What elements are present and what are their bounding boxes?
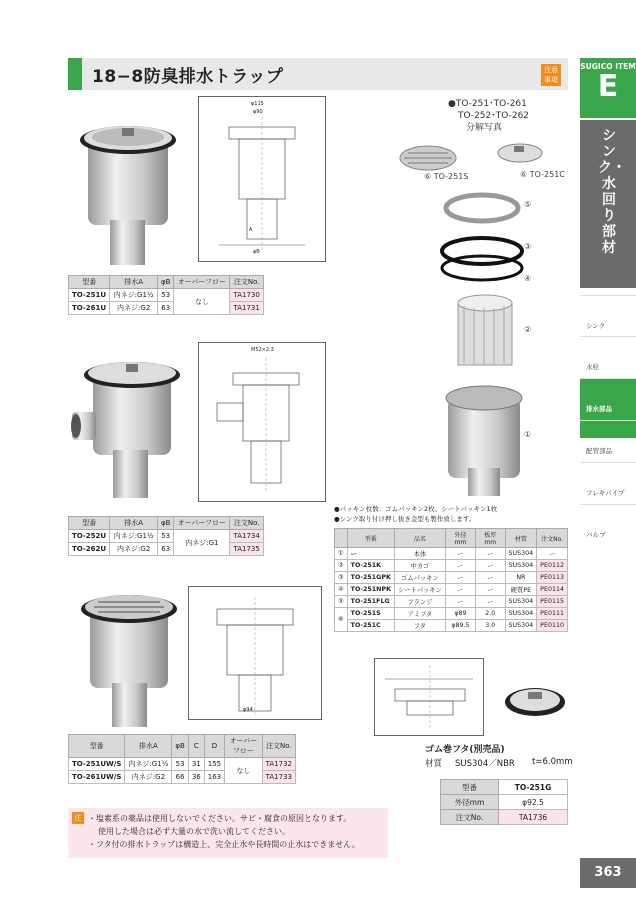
cell-b: 66 (172, 771, 188, 784)
table-parts (334, 528, 568, 632)
cell-model: TO-251K (347, 560, 394, 572)
cell-b: 63 (157, 543, 174, 556)
th-order: 注文No. (230, 276, 264, 289)
table-row (69, 302, 264, 315)
sidebar-item-pipe-parts[interactable]: 配管部品 (580, 420, 636, 480)
exploded-caption-1: ●TO-251･TO-261 (448, 99, 527, 109)
cell-material: 硬質PE (505, 584, 537, 596)
cell-drain: 内ネジ:G2 (110, 543, 157, 556)
cell-c: 31 (188, 758, 204, 771)
notes-box (68, 808, 388, 858)
cell-thickness: ー (476, 548, 506, 560)
table-row (335, 608, 568, 620)
cell-model: TO-252U (69, 530, 110, 543)
cell-b: 63 (157, 302, 174, 315)
part-num-1: ① (524, 430, 532, 439)
cell-b: 53 (172, 758, 188, 771)
th-order: 注文No. (262, 735, 295, 758)
cell-d: 163 (204, 771, 224, 784)
cell-thickness: ー (476, 596, 506, 608)
table-row (335, 560, 568, 572)
cell-od: ー (445, 560, 475, 572)
th-drain: 排水A (110, 276, 157, 289)
cell-drain: 内ネジ:G1½ (125, 758, 172, 771)
cell-material: NR (505, 572, 537, 584)
cell-model: TO-262U (69, 543, 110, 556)
cell-overflow: なし (225, 758, 263, 784)
gom-material-label: 材質 (425, 759, 443, 769)
product-image-to251uws (70, 585, 185, 730)
table-row (69, 771, 296, 784)
cell-model: TO-251U (69, 289, 110, 302)
cell-b: 53 (157, 289, 174, 302)
cell-order: PE0110 (537, 620, 568, 632)
th-od: 外径mm (445, 529, 475, 548)
table-row (69, 289, 264, 302)
cell-material: SUS304 (505, 560, 537, 572)
drawing-d90: φ90 (253, 109, 263, 115)
cell-drain: 内ネジ:G1½ (110, 289, 157, 302)
cell-drain: 内ネジ:G2 (110, 302, 157, 315)
gom-material-value: SUS304／NBR (455, 759, 515, 769)
exploded-parts-image (398, 138, 558, 498)
cell-order: PE0114 (537, 584, 568, 596)
product-image-to251u (70, 110, 180, 270)
cell-name: 中カゴ (394, 560, 445, 572)
cell-order: TA1733 (262, 771, 295, 784)
sidebar-item-faucet[interactable]: 水栓 (580, 336, 636, 396)
th-drain: 排水A (125, 735, 172, 758)
cell-order: TA1734 (230, 530, 264, 543)
gom-row-value: TA1736 (499, 810, 568, 825)
sidebar-item-flex-pipe[interactable]: フレキパイプ (580, 462, 636, 522)
part-num-2: ② (524, 325, 532, 334)
part-num-5: ⑤ (524, 200, 532, 209)
cell-no: ① (335, 548, 348, 560)
drawing-to251uws (188, 586, 322, 720)
cell-model: TO-261U (69, 302, 110, 315)
cell-name: 本体 (394, 548, 445, 560)
cell-od: ー (445, 584, 475, 596)
table-row (69, 530, 264, 543)
exploded-caption-2: TO-252･TO-262 (458, 111, 530, 121)
cell-model: TO-251FLG (347, 596, 394, 608)
th-thickness: 板厚mm (476, 529, 506, 548)
drawing-to251u (198, 96, 326, 262)
label-to251s: ⑥ TO-251S (424, 172, 469, 181)
drawing-d94: φ94 (243, 707, 253, 713)
cell-material: SUS304 (505, 608, 537, 620)
table-row (335, 584, 568, 596)
cell-material: SUS304 (505, 620, 537, 632)
table-section2 (68, 516, 264, 556)
cell-order: PE0113 (537, 572, 568, 584)
cell-name: フタ (394, 620, 445, 632)
product-image-to252u (68, 350, 183, 505)
th-model: 型番 (69, 517, 110, 530)
cell-thickness: ー (476, 584, 506, 596)
cell-b: 53 (157, 530, 174, 543)
cell-order: PE0115 (537, 596, 568, 608)
cell-no: ⑥ (335, 608, 348, 632)
note-line-2: 使用した場合は必ず大量の水で洗い流してください。 (98, 827, 290, 836)
cell-model: TO-251S (347, 608, 394, 620)
cell-od: φ89.5 (445, 620, 475, 632)
sidebar-item-valve[interactable]: バルブ (580, 504, 636, 564)
gom-row-value: φ92.5 (499, 795, 568, 810)
cell-od: ー (445, 548, 475, 560)
gom-row-label: 型番 (441, 780, 499, 795)
cell-thickness: 3.0 (476, 620, 506, 632)
cell-order: PE0112 (537, 560, 568, 572)
th-overflow: オーバーフロー (174, 517, 230, 530)
notes-label: 注 (72, 812, 84, 824)
cell-material: SUS304 (505, 596, 537, 608)
th-name: 品名 (394, 529, 445, 548)
table-row (335, 620, 568, 632)
note-line-3: ・フタ付の排水トラップは構造上、完全止水や長時間の止水はできません。 (88, 840, 360, 849)
th-order: 注文No. (537, 529, 568, 548)
sidebar-item-drain[interactable]: 排水部品 (580, 378, 636, 438)
cell-drain: 内ネジ:G2 (125, 771, 172, 784)
sidebar-letter: E (597, 69, 619, 104)
th-model: 型番 (69, 276, 110, 289)
cell-od: ー (445, 572, 475, 584)
exploded-caption-3: 分解写真 (466, 123, 503, 133)
cell-order: PE0111 (537, 608, 568, 620)
drawing-d115: φ115 (251, 101, 264, 107)
th-b: φB (157, 517, 174, 530)
cell-material: SUS304 (505, 548, 537, 560)
note-badge[interactable]: 注意事項 (541, 64, 561, 86)
part-num-4: ④ (524, 274, 532, 283)
th-b: φB (157, 276, 174, 289)
drawing-m52: M52×2.3 (251, 347, 274, 353)
cell-no: ③ (335, 572, 348, 584)
table-row (335, 596, 568, 608)
part-num-3: ③ (524, 242, 532, 251)
th-model: 型番 (347, 529, 394, 548)
cell-od: φ89 (445, 608, 475, 620)
table-section1 (68, 275, 264, 315)
th-b: φB (172, 735, 188, 758)
table-section3 (68, 734, 296, 784)
cell-no: ④ (335, 584, 348, 596)
th-drain: 排水A (110, 517, 157, 530)
drawing-to252u (198, 342, 326, 502)
cell-model: TO-251C (347, 620, 394, 632)
sidebar-category-box (580, 120, 636, 288)
cell-overflow: なし (174, 289, 230, 315)
cell-overflow: 内ネジ:G1 (174, 530, 230, 556)
cell-order: ー (537, 548, 568, 560)
gom-row-value: TO-251G (499, 780, 568, 795)
cell-order: TA1731 (230, 302, 264, 315)
cell-drain: 内ネジ:G1½ (110, 530, 157, 543)
th-c: C (188, 735, 204, 758)
note-line-1: ・塩素系の薬品は使用しないでください。サビ・腐食の原因となります。 (88, 814, 352, 823)
gom-thickness: t=6.0mm (532, 757, 573, 767)
gom-row-label: 外径mm (441, 795, 499, 810)
table-gom (440, 779, 568, 825)
sidebar-brand-box (580, 58, 636, 118)
cell-c: 36 (188, 771, 204, 784)
cell-model: ー (347, 548, 394, 560)
cell-name: フランジ (394, 596, 445, 608)
table-row (441, 795, 568, 810)
cell-thickness: ー (476, 560, 506, 572)
cell-model: TO-251NPK (347, 584, 394, 596)
table-row (69, 758, 296, 771)
table-row (441, 780, 568, 795)
cell-no: ⑤ (335, 596, 348, 608)
th-no (335, 529, 348, 548)
gom-row-label: 注文No. (441, 810, 499, 825)
page-number: 363 (580, 858, 636, 888)
product-image-to251g (500, 680, 570, 720)
cell-model: TO-251UW/S (69, 758, 125, 771)
cell-order: TA1732 (262, 758, 295, 771)
drawing-b: φB (253, 249, 260, 255)
cell-model: TO-261UW/S (69, 771, 125, 784)
cell-model: TO-251GPK (347, 572, 394, 584)
cell-name: アミフタ (394, 608, 445, 620)
parts-note-2: ●シンク取り付け押し抜き金型も製作致します。 (334, 515, 476, 523)
cell-order: TA1735 (230, 543, 264, 556)
cell-name: ゴムパッキン (394, 572, 445, 584)
title-accent (68, 58, 82, 90)
table-row (69, 543, 264, 556)
th-overflow: オーバーフロー (174, 276, 230, 289)
drawing-to251g (374, 658, 484, 736)
th-overflow: オーバーフロー (225, 735, 263, 758)
th-material: 材質 (505, 529, 537, 548)
table-row (335, 572, 568, 584)
sidebar-item-sink[interactable]: シンク (580, 295, 636, 355)
drawing-a: A (249, 227, 253, 233)
table-row (441, 810, 568, 825)
cell-order: TA1730 (230, 289, 264, 302)
cell-thickness: ー (476, 572, 506, 584)
parts-note-1: ●パッキン枚数：ゴムパッキン2枚、シートパッキン1枚 (334, 505, 498, 513)
cell-thickness: 2.0 (476, 608, 506, 620)
cell-d: 155 (204, 758, 224, 771)
th-model: 型番 (69, 735, 125, 758)
cell-no: ② (335, 560, 348, 572)
label-to251c: ⑥ TO-251C (520, 170, 565, 179)
cell-name: シートパッキン (394, 584, 445, 596)
th-d: D (204, 735, 224, 758)
table-row (335, 548, 568, 560)
cell-od: ー (445, 596, 475, 608)
th-order: 注文No. (230, 517, 264, 530)
sidebar-category: シンク・水回り部材 (598, 128, 626, 256)
gom-title: ゴム巻フタ(別売品) (425, 745, 505, 755)
page-title: 18−8防臭排水トラップ (92, 67, 284, 87)
sidebar-brand: SUGICO ITEM (580, 62, 636, 71)
